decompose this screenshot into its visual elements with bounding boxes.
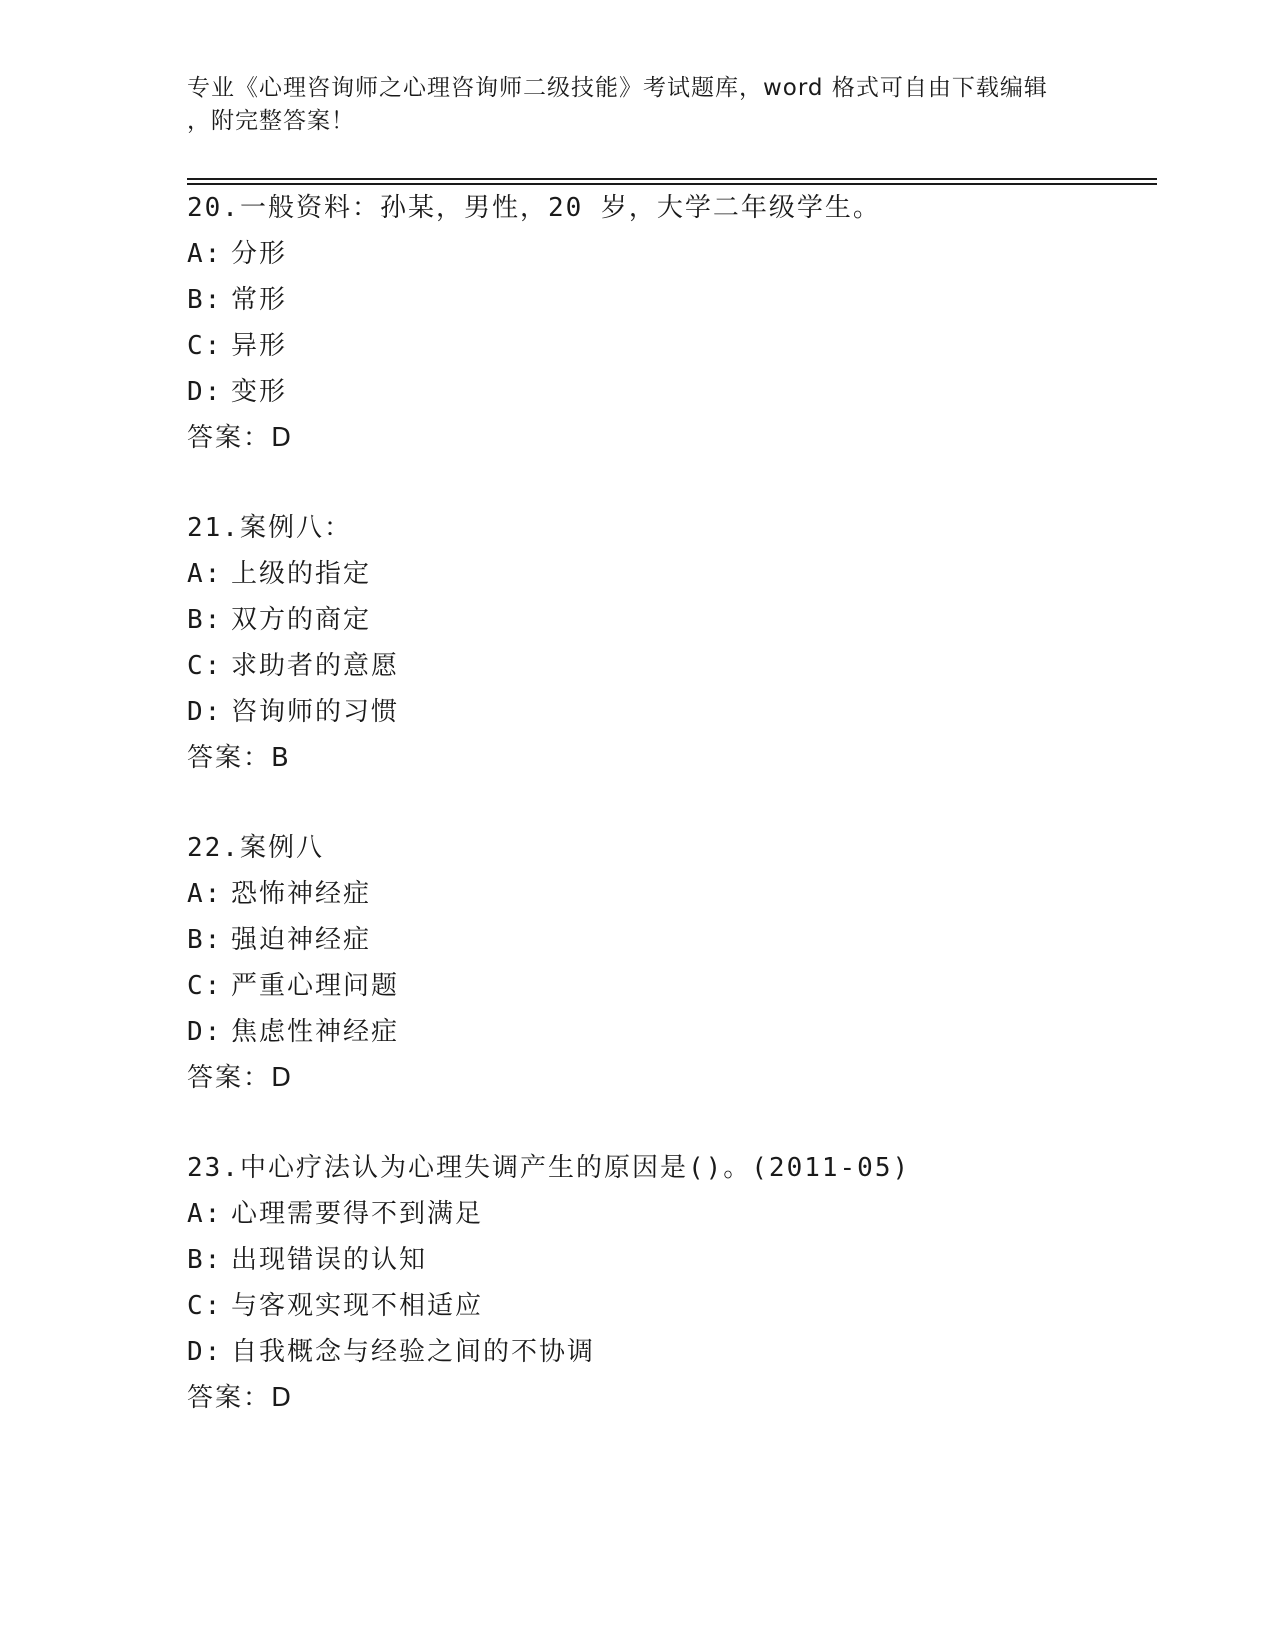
option-letter: B: (187, 925, 223, 955)
option-d (187, 1009, 1167, 1055)
header-line-1: 专业《心理咨询师之心理咨询师二级技能》考试题库，word 格式可自由下载编辑 (187, 75, 1048, 101)
answer-line: 答案：D (187, 423, 294, 453)
option-c (187, 1283, 1167, 1329)
option-letter: B: (187, 605, 223, 635)
option-b (187, 917, 1167, 963)
option-letter: B: (187, 285, 223, 315)
option-letter: A: (187, 1199, 223, 1229)
option-text: 求助者的意愿 (231, 651, 400, 681)
option-text: 严重心理问题 (231, 971, 400, 1001)
question-23 (187, 1145, 1167, 1421)
option-a (187, 551, 1167, 597)
question-stem: 22.案例八 (187, 833, 324, 863)
option-b (187, 597, 1167, 643)
option-text: 常形 (231, 285, 288, 315)
option-c (187, 643, 1167, 689)
option-letter: C: (187, 1291, 223, 1321)
option-text: 双方的商定 (231, 605, 372, 635)
option-letter: C: (187, 331, 223, 361)
document-header (187, 72, 1087, 138)
question-stem: 20.一般资料：孙某，男性，20 岁，大学二年级学生。 (187, 193, 881, 223)
option-text: 咨询师的习惯 (231, 697, 400, 727)
option-text: 出现错误的认知 (231, 1245, 428, 1275)
option-b (187, 1237, 1167, 1283)
header-line-2: ，附完整答案！ (187, 108, 355, 134)
answer-line: 答案：D (187, 1383, 294, 1413)
question-stem: 23.中心疗法认为心理失调产生的原因是()。(2011-05) (187, 1153, 911, 1183)
option-text: 异形 (231, 331, 288, 361)
option-a (187, 871, 1167, 917)
option-text: 恐怖神经症 (231, 879, 372, 909)
option-letter: D: (187, 1017, 223, 1047)
option-letter: D: (187, 377, 223, 407)
option-b (187, 277, 1167, 323)
option-text: 上级的指定 (231, 559, 372, 589)
option-text: 自我概念与经验之间的不协调 (231, 1337, 596, 1367)
option-text: 与客观实现不相适应 (231, 1291, 484, 1321)
question-22 (187, 825, 1167, 1101)
option-text: 焦虑性神经症 (231, 1017, 400, 1047)
option-letter: C: (187, 971, 223, 1001)
option-letter: C: (187, 651, 223, 681)
header-divider-top (187, 178, 1157, 180)
answer-line: 答案：D (187, 1063, 294, 1093)
option-letter: D: (187, 697, 223, 727)
question-21 (187, 505, 1167, 781)
option-text: 强迫神经症 (231, 925, 372, 955)
option-letter: D: (187, 1337, 223, 1367)
answer-line: 答案：B (187, 743, 291, 773)
option-d (187, 1329, 1167, 1375)
option-text: 心理需要得不到满足 (231, 1199, 484, 1229)
option-letter: A: (187, 559, 223, 589)
option-d (187, 369, 1167, 415)
option-text: 变形 (231, 377, 288, 407)
option-c (187, 963, 1167, 1009)
option-letter: A: (187, 239, 223, 269)
option-letter: A: (187, 879, 223, 909)
question-20 (187, 185, 1167, 461)
option-c (187, 323, 1167, 369)
question-stem: 21.案例八： (187, 513, 352, 543)
option-a (187, 1191, 1167, 1237)
option-text: 分形 (231, 239, 288, 269)
option-d (187, 689, 1167, 735)
option-letter: B: (187, 1245, 223, 1275)
option-a (187, 231, 1167, 277)
